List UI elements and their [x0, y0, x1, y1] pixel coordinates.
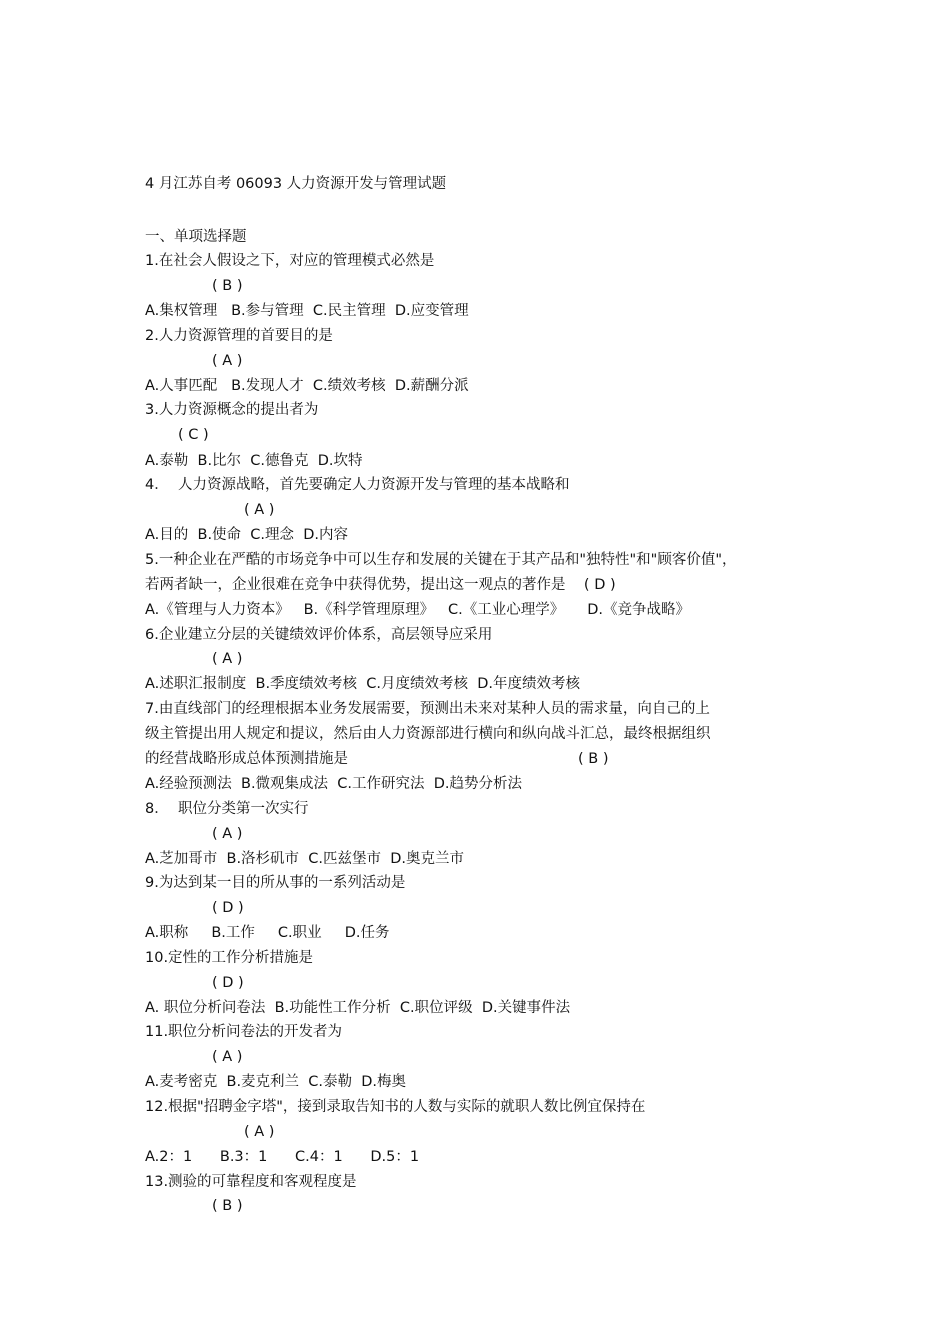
- answer-1: ( B ): [212, 278, 243, 294]
- question-7-line-3: 的经营战略形成总体预测措施是: [145, 751, 348, 767]
- answer-6: ( A ): [212, 651, 243, 667]
- question-12: 12.根据"招聘金字塔"，接到录取告知书的人数与实际的就职人数比例宜保持在: [145, 1099, 646, 1115]
- options-9: A.职称 B.工作 C.职业 D.任务: [145, 925, 390, 941]
- answer-12: ( A ): [244, 1124, 275, 1140]
- question-8: 8． 职位分类第一次实行: [145, 801, 309, 817]
- question-9: 9.为达到某一目的所从事的一系列活动是: [145, 875, 406, 891]
- options-5: A.《管理与人力资本》 B.《科学管理原理》 C.《工业心理学》 D.《竞争战略》: [145, 602, 691, 618]
- answer-10: ( D ): [212, 975, 244, 991]
- options-6: A.述职汇报制度 B.季度绩效考核 C.月度绩效考核 D.年度绩效考核: [145, 676, 580, 692]
- question-11: 11.职位分析问卷法的开发者为: [145, 1024, 343, 1040]
- options-1: A.集权管理 B.参与管理 C.民主管理 D.应变管理: [145, 303, 469, 319]
- answer-11: ( A ): [212, 1049, 243, 1065]
- options-10: A. 职位分析问卷法 B.功能性工作分析 C.职位评级 D.关键事件法: [145, 1000, 571, 1016]
- question-3: 3.人力资源概念的提出者为: [145, 402, 319, 418]
- answer-9: ( D ): [212, 900, 244, 916]
- answer-2: ( A ): [212, 353, 243, 369]
- answer-13: ( B ): [212, 1198, 243, 1214]
- answer-7: ( B ): [578, 751, 609, 767]
- question-5-line-2: 若两者缺一，企业很难在竞争中获得优势，提出这一观点的著作是 ( D ): [145, 577, 616, 593]
- question-13: 13.测验的可靠程度和客观程度是: [145, 1174, 357, 1190]
- options-4: A.目的 B.使命 C.理念 D.内容: [145, 527, 348, 543]
- answer-3: ( C ): [178, 427, 209, 443]
- question-6: 6.企业建立分层的关键绩效评价体系，高层领导应采用: [145, 627, 493, 643]
- question-10: 10.定性的工作分析措施是: [145, 950, 314, 966]
- options-7: A.经验预测法 B.微观集成法 C.工作研究法 D.趋势分析法: [145, 776, 522, 792]
- answer-4: ( A ): [244, 502, 275, 518]
- options-8: A.芝加哥市 B.洛杉矶市 C.匹兹堡市 D.奥克兰市: [145, 851, 464, 867]
- options-12: A.2：1 B.3：1 C.4：1 D.5：1: [145, 1149, 420, 1165]
- question-2: 2.人力资源管理的首要目的是: [145, 328, 333, 344]
- section-heading: 一、单项选择题: [145, 229, 247, 245]
- question-7-line-2: 级主管提出用人规定和提议，然后由人力资源部进行横向和纵向战斗汇总，最终根据组织: [145, 726, 711, 742]
- document-title: 4 月江苏自考 06093 人力资源开发与管理试题: [145, 176, 447, 192]
- question-7-line-1: 7.由直线部门的经理根据本业务发展需要，预测出未来对某种人员的需求量，向自己的上: [145, 701, 710, 717]
- options-3: A.泰勒 B.比尔 C.德鲁克 D.坎特: [145, 453, 363, 469]
- question-5-line-1: 5.一种企业在严酷的市场竞争中可以生存和发展的关键在于其产品和"独特性"和"顾客价值"，: [145, 552, 737, 568]
- answer-8: ( A ): [212, 826, 243, 842]
- question-4: 4． 人力资源战略，首先要确定人力资源开发与管理的基本战略和: [145, 477, 570, 493]
- options-2: A.人事匹配 B.发现人才 C.绩效考核 D.薪酬分派: [145, 378, 469, 394]
- question-1: 1.在社会人假设之下，对应的管理模式必然是: [145, 253, 435, 269]
- options-11: A.麦考密克 B.麦克利兰 C.泰勒 D.梅奥: [145, 1074, 406, 1090]
